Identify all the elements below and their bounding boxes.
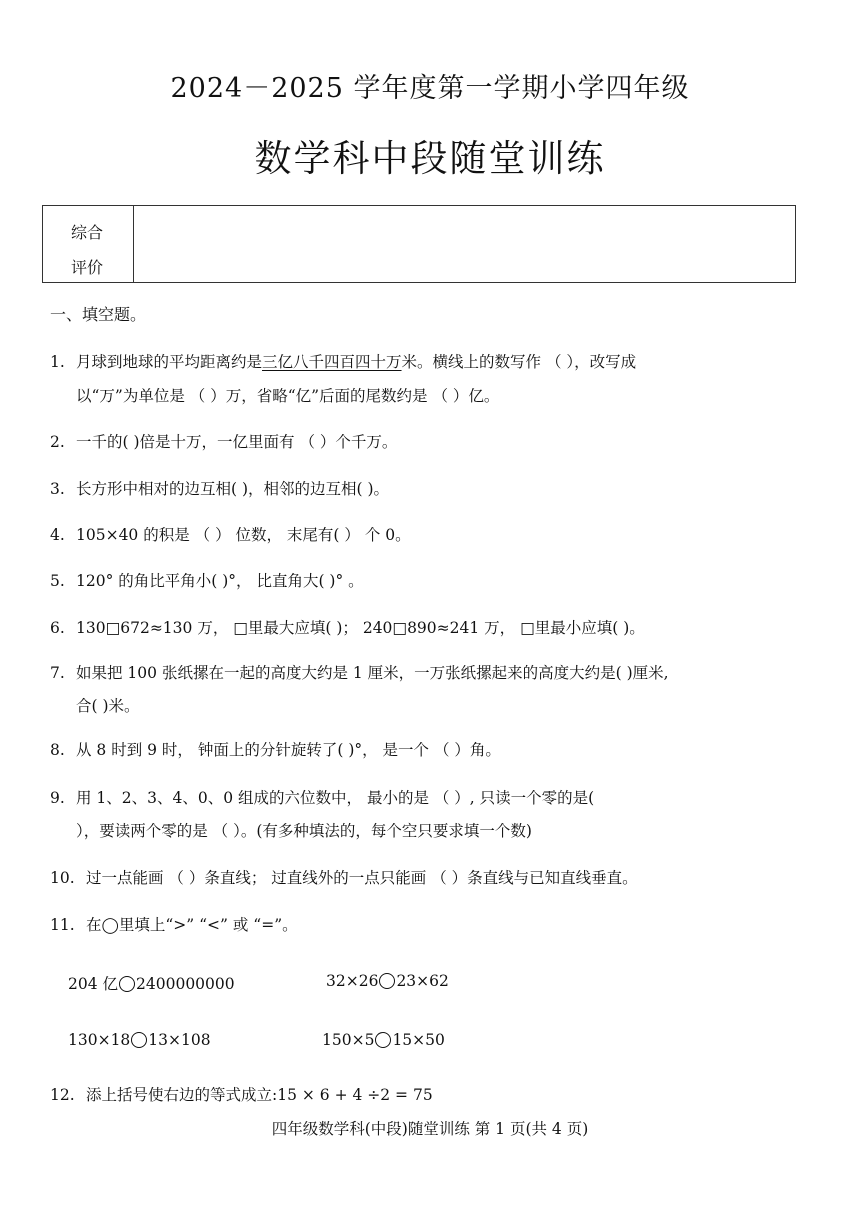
comparison-item-3 (68, 1031, 211, 1049)
underlined-number-text: 三亿八千四百四十万 (262, 353, 402, 371)
question-6 (50, 616, 645, 638)
question-text: 用 1、2、3、4、0、0 组成的六位数中， 最小的是 （ ）, 只读一个零的是( (76, 789, 595, 807)
evaluation-label-cell (43, 206, 134, 282)
exam-subject-title: 数学科中段随堂训练 (254, 137, 606, 180)
question-5 (50, 569, 364, 591)
evaluation-content-cell (134, 206, 795, 282)
comparison-left: 204 亿 (68, 975, 119, 993)
question-1-line-2: 以“万”为单位是 （ ）万，省略“亿”后面的尾数约是 （ ）亿。 (76, 387, 500, 405)
question-text: 米。横线上的数写作 （ ），改写成 (401, 353, 637, 371)
question-number: 11. (50, 916, 75, 934)
question-number: 3. (50, 480, 65, 498)
blank-circle-icon[interactable] (379, 973, 395, 989)
question-number: 2. (50, 433, 65, 451)
question-number: 10. (50, 869, 75, 887)
question-number: 4. (50, 526, 65, 544)
comparison-item-4 (322, 1031, 445, 1049)
comparison-item-1 (68, 972, 235, 994)
question-number: 5. (50, 572, 65, 590)
question-9 (50, 786, 594, 808)
question-text: 添上括号使右边的等式成立:15 × 6 + 4 ÷2 = 75 (86, 1086, 433, 1104)
question-12 (50, 1083, 433, 1105)
question-number: 8. (50, 741, 65, 759)
question-9-line-2: ），要读两个零的是 （ ）。(有多种填法的，每个空只要求填一个数) (76, 822, 532, 840)
comparison-item-2 (326, 972, 449, 990)
question-4 (50, 523, 411, 545)
question-11 (50, 913, 298, 935)
question-text: 过一点能画 （ ）条直线； 过直线外的一点只能画 （ ）条直线与已知直线垂直。 (86, 869, 638, 887)
question-number: 6. (50, 619, 65, 637)
question-7-line-2: 合( )米。 (76, 697, 140, 715)
exam-year-title: 2024－2025 学年度第一学期小学四年级 (170, 73, 690, 104)
evaluation-label-line1: 综合 (71, 223, 104, 242)
question-2 (50, 430, 397, 452)
question-10 (50, 866, 638, 888)
evaluation-box (42, 205, 796, 283)
question-text: 105×40 的积是 （ ） 位数， 末尾有( ） 个 0。 (76, 526, 411, 544)
question-text: 如果把 100 张纸摞在一起的高度大约是 1 厘米，一万张纸摞起来的高度大约是( )厘米, (76, 664, 669, 682)
question-3 (50, 477, 389, 499)
question-text: 从 8 时到 9 时， 钟面上的分针旋转了( )°， 是一个 （ ）角。 (76, 741, 501, 759)
question-text: 在◯里填上“>” “<” 或 “=”。 (86, 916, 298, 934)
blank-circle-icon[interactable] (119, 976, 135, 992)
evaluation-label-line2: 评价 (71, 258, 104, 277)
question-number: 12. (50, 1086, 75, 1104)
question-7 (50, 661, 669, 683)
question-text: 120° 的角比平角小( )°， 比直角大( )° 。 (76, 572, 364, 590)
comparison-right: 15×50 (392, 1031, 445, 1049)
blank-circle-icon[interactable] (375, 1032, 391, 1048)
section-heading: 一、填空题。 (50, 305, 147, 324)
comparison-right: 23×62 (396, 972, 449, 990)
comparison-right: 2400000000 (136, 975, 235, 993)
question-8 (50, 738, 501, 760)
question-text: 长方形中相对的边互相( )，相邻的边互相( )。 (76, 480, 390, 498)
comparison-left: 32×26 (326, 972, 379, 990)
question-1 (50, 350, 636, 372)
comparison-left: 130×18 (68, 1031, 131, 1049)
blank-circle-icon[interactable] (131, 1032, 147, 1048)
question-number: 1. (50, 353, 65, 371)
question-text: 130□672≈130 万， □里最大应填( )； 240□890≈241 万， □里最小应填( )。 (76, 619, 645, 637)
comparison-right: 13×108 (148, 1031, 211, 1049)
question-number: 7. (50, 664, 65, 682)
comparison-left: 150×5 (322, 1031, 375, 1049)
question-text: 一千的( )倍是十万，一亿里面有 （ ）个千万。 (76, 433, 398, 451)
question-number: 9. (50, 789, 65, 807)
question-text: 月球到地球的平均距离约是 (76, 353, 263, 371)
page-footer: 四年级数学科(中段)随堂训练 第 1 页(共 4 页) (271, 1120, 589, 1138)
